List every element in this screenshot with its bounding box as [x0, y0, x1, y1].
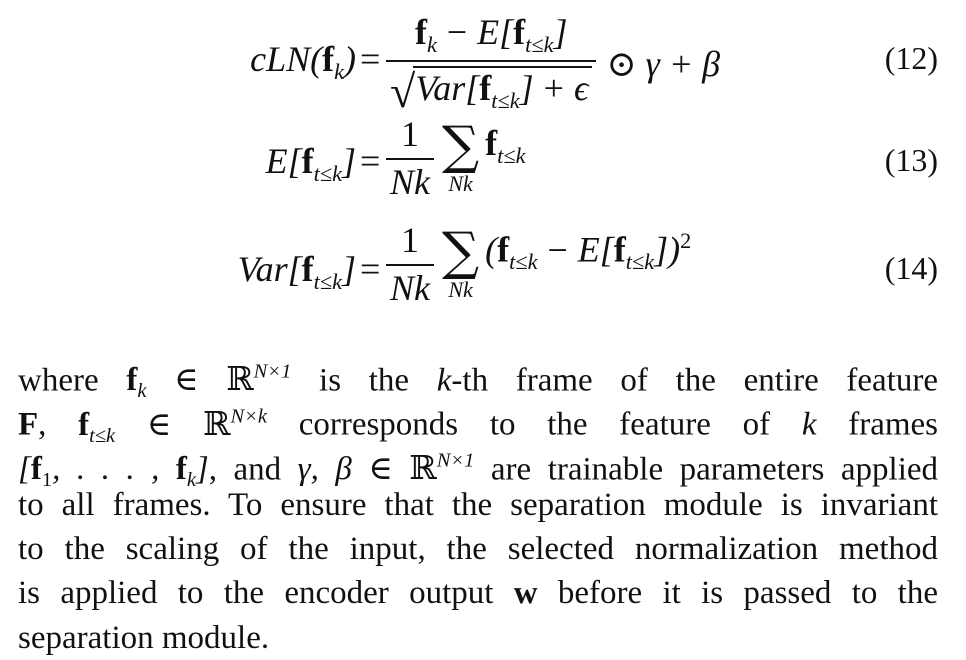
equation-12-lhs: $cLN(f_k)$ — [250, 39, 356, 84]
summation: ∑ Nk — [442, 116, 480, 197]
equation-12-rhs: $f_k - E[f_{t\le k}]$ √ $Var[f_{t\le k}] + \epsilon$ ⊙ γ + β — [382, 14, 720, 115]
equation-number: (13) — [884, 142, 938, 178]
equation-13-rhs: $\frac{1}{Nk}$ ∑ Nk $f_{t\le k}$ — [382, 116, 525, 202]
equation-12 — [0, 12, 966, 118]
fraction: $\frac{1}{Nk}$ — [386, 222, 434, 308]
summation: ∑ Nk — [442, 222, 480, 303]
equation-number: (14) — [884, 250, 938, 286]
equation-14-lhs: $Var[f_{t\le k}]$ — [237, 249, 356, 294]
equals-sign: = — [360, 141, 381, 181]
text-line: where $f_k$ ∈ ℝ$^{N\times 1}$ is the k-th frame of the entire feature — [18, 359, 938, 403]
equals-sign: = — [360, 39, 381, 79]
equation-14 — [0, 222, 966, 322]
text-line: [$f_1$, . . . , $f_k$], and γ, β ∈ ℝ$^{N\times 1}$ are trainable parameters applied — [18, 447, 939, 492]
body-paragraph — [18, 350, 938, 660]
text-line: separation module. — [18, 619, 270, 656]
equals-sign: = — [360, 249, 381, 289]
square-root: √ $Var[f_{t\le k}] + \epsilon$ — [390, 66, 592, 112]
equation-13-lhs: $E[f_{t\le k}]$ — [265, 141, 356, 186]
equation-13 — [0, 116, 966, 216]
equation-number: (12) — [884, 40, 938, 76]
equation-14-rhs: $\frac{1}{Nk}$ ∑ Nk $(f_{t\le k} - E[f_{t\le k}])^2$ — [382, 222, 691, 308]
text-line: is applied to the encoder output w before it is passed to the — [18, 575, 938, 612]
text-line: F, $f_{t\le k}$ ∈ ℝ$^{N\times k}$ corresponds to the feature of k frames — [18, 403, 939, 447]
fraction: $\frac{1}{Nk}$ — [386, 116, 434, 202]
text-line: to the scaling of the input, the selected normalization method — [18, 531, 938, 568]
fraction: $f_k - E[f_{t\le k}]$ √ $Var[f_{t\le k}] + \epsilon$ — [386, 14, 596, 115]
text-line: to all frames. To ensure that the separation module is invariant — [18, 486, 938, 523]
